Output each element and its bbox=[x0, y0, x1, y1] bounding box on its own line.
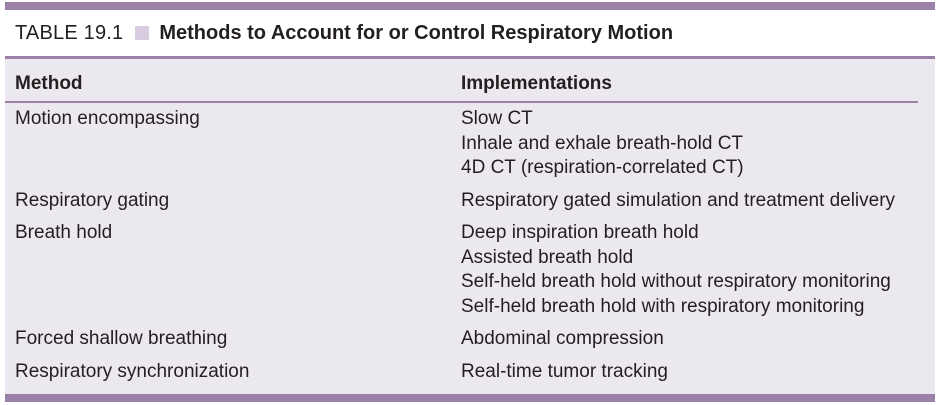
table-header bbox=[5, 59, 935, 103]
implementation-item: Inhale and exhale breath-hold CT bbox=[461, 132, 744, 154]
table-number: TABLE 19.1 bbox=[15, 21, 124, 44]
table-row bbox=[5, 221, 935, 319]
table-row bbox=[5, 327, 935, 352]
top-border bbox=[5, 2, 935, 10]
implementations-cell bbox=[461, 189, 935, 214]
implementation-item: Assisted breath hold bbox=[461, 246, 634, 268]
implementations-cell bbox=[461, 327, 935, 352]
implementations-cell bbox=[461, 221, 935, 319]
header-method: Method bbox=[15, 73, 83, 94]
table-frame bbox=[5, 2, 935, 402]
method-cell: Breath hold bbox=[15, 222, 113, 243]
implementation-item: Self-held breath hold without respiratory monitoring bbox=[461, 271, 891, 292]
method-cell: Forced shallow breathing bbox=[15, 328, 228, 349]
implementations-cell bbox=[461, 107, 935, 181]
table-caption bbox=[5, 10, 935, 56]
implementation-item: Real-time tumor tracking bbox=[461, 360, 668, 382]
table-row bbox=[5, 189, 935, 214]
implementation-item: Deep inspiration breath hold bbox=[461, 222, 699, 243]
implementations-cell bbox=[461, 360, 935, 385]
header-implementations: Implementations bbox=[461, 73, 612, 94]
bottom-border bbox=[5, 394, 935, 402]
implementation-item: Self-held breath hold with respiratory monitoring bbox=[461, 295, 865, 317]
square-icon bbox=[135, 26, 149, 40]
table-rows bbox=[5, 107, 935, 392]
table-title: Methods to Account for or Control Respiratory Motion bbox=[159, 21, 674, 44]
implementation-item: Slow CT bbox=[461, 108, 533, 129]
implementation-item: Abdominal compression bbox=[461, 328, 664, 349]
implementation-item: Respiratory gated simulation and treatment delivery bbox=[461, 189, 896, 211]
table-row bbox=[5, 107, 935, 181]
implementation-item: 4D CT (respiration-correlated CT) bbox=[461, 157, 744, 178]
method-cell: Respiratory synchronization bbox=[15, 360, 250, 382]
method-cell: Respiratory gating bbox=[15, 189, 170, 211]
method-cell: Motion encompassing bbox=[15, 108, 200, 129]
table-row bbox=[5, 360, 935, 385]
header-divider bbox=[5, 101, 918, 103]
